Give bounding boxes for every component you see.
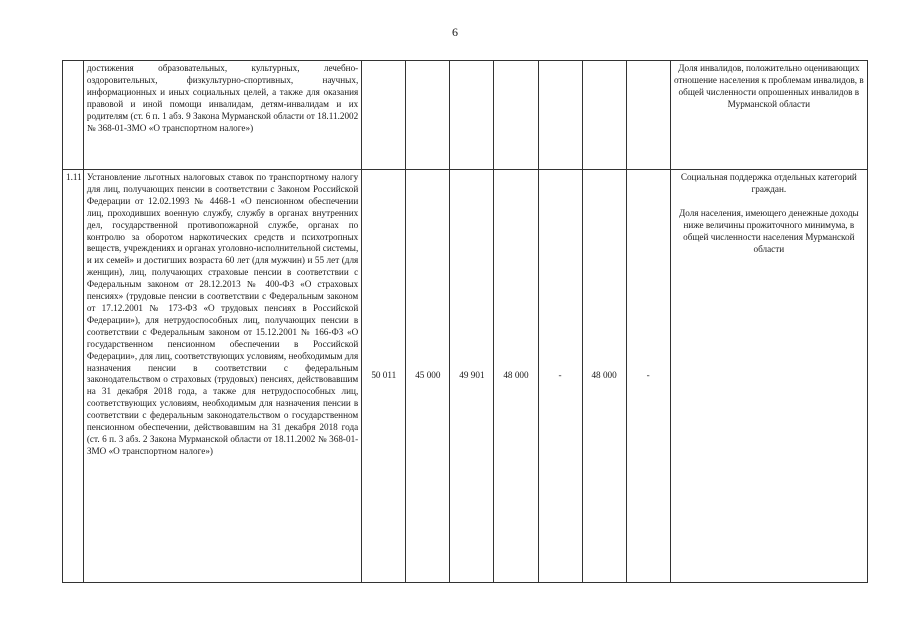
value-cell — [362, 61, 406, 170]
indicator-cell — [670, 61, 867, 170]
indicator-text: Социальная поддержка отдельных категорий граждан. — [680, 172, 857, 194]
row-description: достижения образовательных, культурных, лечебно-оздоровительных, физкультурно-спортивных, научных, информационных и иных социальных целей, а также для оказания правовой и иной помощи инвалидам, детям-инвалидам и их родителям (ст. 6 п. 1 абз. 9 Закона Мурманской области от 18.11.2002 № 368-01-ЗМО «О транспортном налоге») — [83, 61, 361, 170]
value-cell — [582, 61, 626, 170]
value-cell: - — [538, 170, 582, 583]
table-row — [63, 61, 868, 170]
value-cell — [494, 61, 538, 170]
value-cell: 48 000 — [582, 170, 626, 583]
row-number — [63, 61, 84, 170]
tax-benefits-table — [62, 60, 868, 583]
value-cell: 49 901 — [450, 170, 494, 583]
value-cell: 45 000 — [406, 170, 450, 583]
page-number: 6 — [452, 25, 458, 39]
indicator-cell — [670, 170, 867, 583]
value-cell: - — [626, 170, 670, 583]
value-cell: 48 000 — [494, 170, 538, 583]
value-cell — [450, 61, 494, 170]
table-row — [63, 170, 868, 583]
row-description: Установление льготных налоговых ставок по транспортному налогу для лиц, получающих пенсии в соответствии с Законом Российской Федерации от 12.02.1993 № 4468-1 «О пенсионном обеспечении лиц, проходивших военную службу, службу в органах внутренних дел, государственной противопожарной службе, органах по контролю за оборотом наркотических средств и психотропных веществ, учреждениях и органах уголовно-исполнительной системы, и их семей» и достигших возраста 60 лет (для мужчин) и 55 лет (для женщин), лиц, получающих страховые пенсии в соответствии с Федеральным законом от 28.12.2013 № 400-ФЗ «О страховых пенсиях» (трудовые пенсии в соответствии с Федеральным законом от 17.12.2001 № 173-ФЗ «О трудовых пенсиях в Российской Федерации»), для нетрудоспособных лиц, получающих пенсии в соответствии с Федеральным законом от 15.12.2001 № 166-ФЗ «О государственном пенсионном обеспечении в Российской Федерации», для лиц, соответствующих условиям, необходимым для назначения пенсии в соответствии с федеральным законодательством о страховых (трудовых) пенсиях, действовавшим на 31 декабря 2018 года, а также для нетрудоспособных лиц, соответствующих условиям, необходимым для назначения пенсии в соответствии с федеральным законодательством о государственном пенсионном обеспечении, действовавшим на 31 декабря 2018 года (ст. 6 п. 3 абз. 2 Закона Мурманской области от 18.11.2002 № 368-01-ЗМО «О транспортном налоге») — [83, 170, 361, 583]
row-number: 1.11 — [63, 170, 84, 583]
indicator-text: Доля населения, имеющего денежные доходы ниже величины прожиточного минимума, в общей численности населения Мурманской области — [678, 207, 859, 254]
value-cell: 50 011 — [362, 170, 406, 583]
value-cell — [626, 61, 670, 170]
value-cell — [538, 61, 582, 170]
indicator-text: Доля инвалидов, положительно оценивающих отношение населения к проблемам инвалидов, в общей численности опрошенных инвалидов в Мурманской области — [673, 63, 864, 109]
value-cell — [406, 61, 450, 170]
